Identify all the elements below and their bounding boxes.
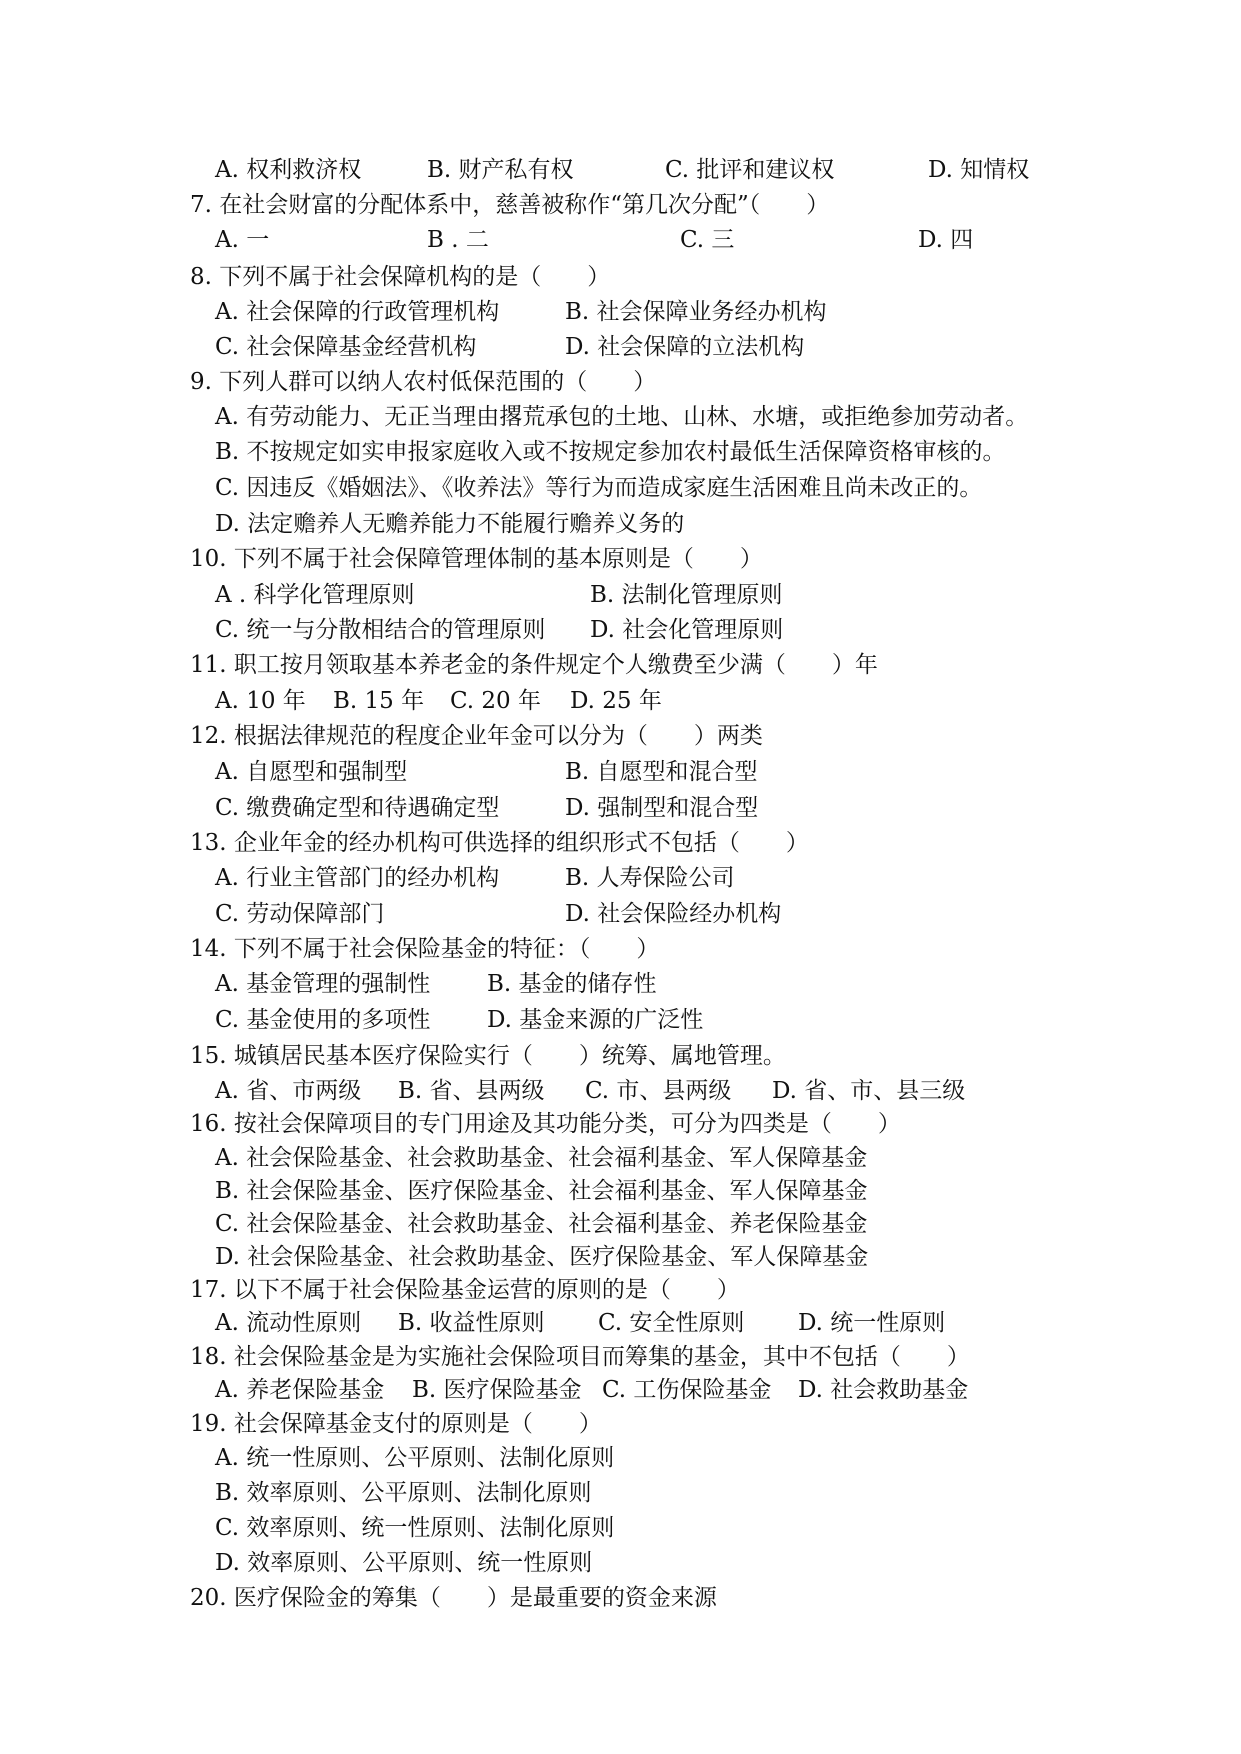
question-14-stem: 14. 下列不属于社会保险基金的特征：（ ） — [190, 936, 660, 962]
option-d: D. 强制型和混合型 — [565, 795, 759, 821]
option-d: D. 法定赡养人无赡养能力不能履行赡养义务的 — [215, 511, 685, 537]
option-a: A. 统一性原则、公平原则、法制化原则 — [215, 1445, 615, 1471]
option-d: D. 效率原则、公平原则、统一性原则 — [215, 1550, 593, 1576]
question-18-stem: 18. 社会保险基金是为实施社会保险项目而筹集的基金，其中不包括（ ） — [190, 1344, 970, 1370]
option-c: C. 劳动保障部门 — [215, 901, 385, 927]
option-row — [0, 1511, 1241, 1545]
option-c: C. 社会保障基金经营机构 — [215, 334, 477, 360]
option-b: B. 医疗保险基金 — [412, 1377, 582, 1403]
option-row — [0, 1174, 1241, 1208]
option-row — [0, 1306, 1241, 1340]
option-row — [0, 400, 1241, 434]
option-a: A. 有劳动能力、无正当理由撂荒承包的土地、山林、水塘，或拒绝参加劳动者。 — [215, 404, 1029, 430]
option-b: B. 15 年 — [333, 688, 425, 714]
option-a: A. 省、市两级 — [215, 1078, 362, 1104]
option-a: A. 一 — [215, 227, 270, 253]
option-row — [0, 967, 1241, 1001]
option-a: A. 社会保险基金、社会救助基金、社会福利基金、军人保障基金 — [215, 1145, 868, 1171]
option-d: D. 社会保险基金、社会救助基金、医疗保险基金、军人保障基金 — [215, 1244, 869, 1270]
question-11-stem: 11. 职工按月领取基本养老金的条件规定个人缴费至少满（ ）年 — [190, 652, 878, 678]
option-a: A. 权利救济权 — [215, 157, 362, 183]
option-row — [0, 1240, 1241, 1274]
option-c: C. 三 — [680, 227, 735, 253]
option-a: A. 流动性原则 — [215, 1310, 362, 1336]
question-10-stem: 10. 下列不属于社会保障管理体制的基本原则是（ ） — [190, 546, 763, 572]
option-row — [0, 755, 1241, 789]
option-row — [0, 1207, 1241, 1241]
option-b: B. 不按规定如实申报家庭收入或不按规定参加农村最低生活保障资格审核的。 — [215, 439, 1006, 465]
question-8-stem: 8. 下列不属于社会保障机构的是（ ） — [190, 264, 611, 290]
option-d: D. 25 年 — [570, 688, 662, 714]
option-row — [0, 1476, 1241, 1510]
option-row — [0, 223, 1241, 257]
question-19-stem: 19. 社会保障基金支付的原则是（ ） — [190, 1411, 602, 1437]
option-d: D. 社会救助基金 — [798, 1377, 969, 1403]
question-7-stem: 7. 在社会财富的分配体系中，慈善被称作“第几次分配”（ ） — [190, 192, 830, 218]
option-row — [0, 295, 1241, 329]
option-d: D. 省、市、县三级 — [772, 1078, 966, 1104]
question-20-stem: 20. 医疗保险金的筹集（ ）是最重要的资金来源 — [190, 1585, 717, 1611]
question-13-stem: 13. 企业年金的经办机构可供选择的组织形式不包括（ ） — [190, 830, 809, 856]
option-row — [0, 1074, 1241, 1108]
question-12-stem: 12. 根据法律规范的程度企业年金可以分为（ ）两类 — [190, 723, 763, 749]
option-c: C. 统一与分散相结合的管理原则 — [215, 617, 546, 643]
option-row — [0, 1373, 1241, 1407]
question-15-stem: 15. 城镇居民基本医疗保险实行（ ）统筹、属地管理。 — [190, 1043, 786, 1069]
option-a: A. 养老保险基金 — [215, 1377, 385, 1403]
option-c: C. 社会保险基金、社会救助基金、社会福利基金、养老保险基金 — [215, 1211, 868, 1237]
question-16-stem: 16. 按社会保障项目的专门用途及其功能分类，可分为四类是（ ） — [190, 1111, 901, 1137]
option-c: C. 批评和建议权 — [665, 157, 835, 183]
option-b: B. 自愿型和混合型 — [565, 759, 758, 785]
option-c: C. 工伤保险基金 — [602, 1377, 772, 1403]
option-b: B. 法制化管理原则 — [590, 582, 783, 608]
option-d: D. 社会保障的立法机构 — [565, 334, 805, 360]
option-a: A. 行业主管部门的经办机构 — [215, 865, 500, 891]
option-b: B. 社会保障业务经办机构 — [565, 299, 827, 325]
option-c: C. 因违反《婚姻法》、《收养法》等行为而造成家庭生活困难且尚未改正的。 — [215, 475, 983, 501]
option-a: A. 10 年 — [215, 688, 306, 714]
option-row — [0, 507, 1241, 541]
option-row — [0, 1141, 1241, 1175]
option-b: B . 二 — [427, 227, 489, 253]
option-row — [0, 684, 1241, 718]
option-c: C. 20 年 — [450, 688, 541, 714]
option-b: B. 省、县两级 — [398, 1078, 545, 1104]
option-d: D. 四 — [918, 227, 974, 253]
option-a: A. 自愿型和强制型 — [215, 759, 408, 785]
option-c: C. 基金使用的多项性 — [215, 1007, 431, 1033]
option-row — [0, 153, 1241, 187]
option-c: C. 效率原则、统一性原则、法制化原则 — [215, 1515, 615, 1541]
option-c: C. 安全性原则 — [598, 1310, 745, 1336]
question-17-stem: 17. 以下不属于社会保险基金运营的原则的是（ ） — [190, 1277, 740, 1303]
option-a: A. 社会保障的行政管理机构 — [215, 299, 500, 325]
option-b: B. 社会保险基金、医疗保险基金、社会福利基金、军人保障基金 — [215, 1178, 868, 1204]
option-c: C. 市、县两级 — [585, 1078, 732, 1104]
option-a: A. 基金管理的强制性 — [215, 971, 431, 997]
option-row — [0, 1441, 1241, 1475]
option-b: B. 财产私有权 — [427, 157, 574, 183]
option-row — [0, 791, 1241, 825]
option-row — [0, 435, 1241, 469]
option-a: A . 科学化管理原则 — [215, 582, 415, 608]
option-c: C. 缴费确定型和待遇确定型 — [215, 795, 500, 821]
option-d: D. 统一性原则 — [798, 1310, 946, 1336]
option-d: D. 基金来源的广泛性 — [487, 1007, 704, 1033]
option-b: B. 基金的储存性 — [487, 971, 657, 997]
option-b: B. 人寿保险公司 — [565, 865, 735, 891]
option-row — [0, 897, 1241, 931]
option-d: D. 社会化管理原则 — [590, 617, 784, 643]
question-9-stem: 9. 下列人群可以纳人农村低保范围的（ ） — [190, 369, 657, 395]
option-row — [0, 861, 1241, 895]
option-row — [0, 471, 1241, 505]
option-row — [0, 578, 1241, 612]
option-d: D. 知情权 — [928, 157, 1030, 183]
option-b: B. 收益性原则 — [398, 1310, 545, 1336]
option-row — [0, 330, 1241, 364]
option-row — [0, 1003, 1241, 1037]
option-b: B. 效率原则、公平原则、法制化原则 — [215, 1480, 592, 1506]
option-d: D. 社会保险经办机构 — [565, 901, 782, 927]
option-row — [0, 613, 1241, 647]
option-row — [0, 1546, 1241, 1580]
